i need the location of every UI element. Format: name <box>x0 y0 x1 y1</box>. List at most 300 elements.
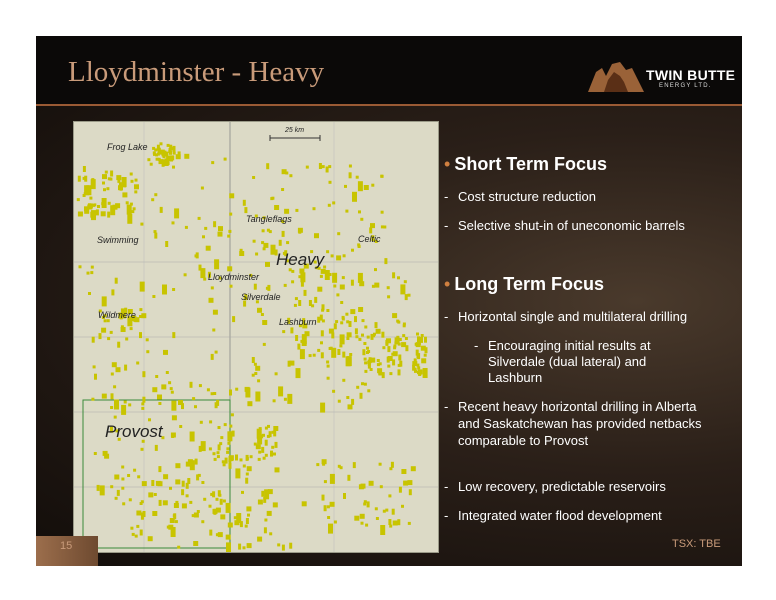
well-pad-mark <box>263 243 268 248</box>
well-pad-mark <box>190 382 193 388</box>
well-pad-mark <box>165 159 168 162</box>
well-pad-mark <box>146 338 149 341</box>
well-pad-mark <box>382 346 385 349</box>
well-pad-mark <box>416 333 419 336</box>
well-pad-mark <box>255 253 258 256</box>
well-pad-mark <box>222 460 225 463</box>
well-pad-mark <box>392 313 397 318</box>
well-pad-mark <box>162 285 167 295</box>
well-pad-mark <box>172 332 175 338</box>
well-pad-mark <box>135 179 138 182</box>
well-pad-mark <box>78 176 81 182</box>
well-pad-mark <box>331 332 334 338</box>
well-pad-mark <box>389 467 392 470</box>
well-pad-mark <box>374 283 379 288</box>
well-pad-mark <box>170 387 173 390</box>
well-pad-mark <box>133 207 136 210</box>
well-pad-mark <box>316 463 319 466</box>
well-pad-mark <box>289 543 292 549</box>
well-pad-mark <box>402 286 405 292</box>
well-pad-mark <box>131 210 134 213</box>
well-pad-mark <box>140 512 143 515</box>
well-pad-mark <box>275 467 280 472</box>
well-pad-mark <box>159 159 164 164</box>
well-pad-mark <box>122 502 125 505</box>
well-pad-mark <box>355 335 358 338</box>
well-pad-mark <box>380 485 383 488</box>
well-pad-mark <box>247 543 252 548</box>
well-pad-mark <box>141 500 144 503</box>
well-pad-mark <box>102 174 107 179</box>
well-pad-mark <box>196 252 199 258</box>
well-pad-mark <box>216 498 219 501</box>
well-pad-mark <box>417 366 420 369</box>
well-pad-mark <box>296 368 301 378</box>
well-pad-mark <box>96 209 99 215</box>
well-pad-mark <box>330 502 335 507</box>
well-pad-mark <box>254 443 257 446</box>
well-pad-mark <box>282 330 285 333</box>
well-pad-mark <box>198 474 201 477</box>
well-pad-mark <box>89 197 92 200</box>
well-pad-mark <box>377 363 380 366</box>
well-pad-mark <box>118 185 123 190</box>
well-pad-mark <box>340 334 345 344</box>
well-pad-mark <box>288 397 291 400</box>
well-pad-mark <box>349 165 352 168</box>
well-pad-mark <box>247 466 252 471</box>
well-pad-mark <box>159 500 162 506</box>
long-term-item-1: - Horizontal single and multilateral drilling <box>444 309 688 324</box>
well-pad-mark <box>257 537 262 542</box>
well-pad-mark <box>277 543 280 546</box>
well-pad-mark <box>224 423 227 426</box>
well-pad-mark <box>291 280 294 283</box>
well-pad-mark <box>90 271 93 274</box>
well-pad-mark <box>136 525 139 528</box>
well-pad-mark <box>247 514 250 517</box>
well-pad-mark <box>102 198 107 208</box>
well-pad-mark <box>282 169 287 174</box>
well-pad-mark <box>184 154 189 159</box>
well-pad-mark <box>148 418 151 421</box>
well-pad-mark <box>365 524 368 527</box>
well-pad-mark <box>403 481 408 486</box>
well-pad-mark <box>314 297 317 303</box>
well-pad-mark <box>264 321 267 324</box>
well-pad-mark <box>80 212 83 215</box>
well-pad-mark <box>130 527 133 530</box>
well-pad-mark <box>217 451 220 454</box>
well-pad-mark <box>91 398 94 401</box>
well-pad-mark <box>262 229 265 232</box>
well-pad-mark <box>246 506 251 511</box>
well-pad-mark <box>383 226 386 229</box>
well-pad-mark <box>313 207 316 210</box>
map-graphic <box>74 122 438 552</box>
well-pad-mark <box>258 458 261 461</box>
well-pad-mark <box>154 493 157 496</box>
well-pad-mark <box>399 487 402 493</box>
well-pad-mark <box>297 344 300 350</box>
well-pad-mark <box>271 245 276 255</box>
well-pad-mark <box>381 211 384 214</box>
well-pad-mark <box>171 401 176 411</box>
well-pad-mark <box>188 459 193 464</box>
well-pad-mark <box>349 353 352 356</box>
well-pad-mark <box>358 181 363 191</box>
place-wildmere: Wildmere <box>98 310 136 320</box>
well-pad-mark <box>101 328 106 333</box>
well-pad-mark <box>200 421 203 424</box>
well-pad-mark <box>370 223 375 228</box>
well-pad-mark <box>401 505 404 508</box>
well-pad-mark <box>114 416 117 419</box>
well-pad-mark <box>377 359 380 362</box>
well-pad-mark <box>232 431 235 437</box>
well-pad-mark <box>358 307 363 312</box>
well-pad-mark <box>416 342 421 347</box>
well-pad-mark <box>300 349 305 359</box>
well-pad-mark <box>167 144 170 147</box>
well-pad-mark <box>327 516 330 519</box>
well-pad-mark <box>364 383 367 386</box>
well-pad-mark <box>229 390 232 396</box>
long-term-sub-item: - Encouraging initial results at Silverdale (dual lateral) and Lashburn <box>474 338 651 385</box>
well-pad-mark <box>130 173 133 176</box>
well-pad-mark <box>352 192 357 202</box>
well-pad-mark <box>137 475 140 478</box>
well-pad-mark <box>156 481 161 486</box>
logo-tagline: ENERGY LTD. <box>659 83 712 89</box>
well-pad-mark <box>117 342 120 348</box>
well-pad-mark <box>407 480 412 485</box>
well-pad-mark <box>103 451 108 456</box>
well-pad-mark <box>125 338 128 341</box>
well-pad-mark <box>175 463 180 468</box>
well-pad-mark <box>353 462 356 468</box>
well-pad-mark <box>350 309 355 314</box>
well-pad-mark <box>346 396 349 399</box>
well-pad-mark <box>340 285 345 290</box>
well-pad-mark <box>326 361 329 364</box>
well-pad-mark <box>378 369 381 375</box>
well-pad-mark <box>342 276 345 279</box>
well-pad-mark <box>211 354 214 360</box>
well-pad-mark <box>423 371 426 374</box>
well-pad-mark <box>121 327 126 332</box>
well-pad-mark <box>126 201 129 204</box>
well-pad-mark <box>364 370 367 373</box>
well-pad-mark <box>243 546 246 549</box>
well-pad-mark <box>398 364 401 367</box>
well-pad-mark <box>174 503 179 508</box>
well-pad-mark <box>128 403 131 406</box>
well-pad-mark <box>371 184 374 187</box>
well-pad-mark <box>337 349 340 355</box>
well-pad-mark <box>142 481 147 486</box>
well-pad-mark <box>220 436 223 439</box>
well-pad-mark <box>92 337 95 343</box>
well-pad-mark <box>218 494 221 497</box>
well-pad-mark <box>370 368 373 371</box>
well-pad-mark <box>224 158 227 161</box>
well-pad-mark <box>253 240 256 243</box>
well-pad-mark <box>214 458 217 461</box>
well-pad-mark <box>275 372 278 375</box>
well-pad-mark <box>209 447 212 450</box>
well-pad-mark <box>199 446 202 452</box>
well-pad-mark <box>232 316 235 322</box>
place-lashburn: Lashburn <box>279 317 317 327</box>
well-pad-mark <box>216 533 219 536</box>
well-pad-mark <box>168 381 171 384</box>
well-pad-mark <box>117 490 120 496</box>
well-pad-mark <box>157 153 160 156</box>
logo-name: TWIN BUTTE <box>646 67 736 83</box>
well-pad-mark <box>140 530 143 536</box>
well-pad-mark <box>375 322 378 328</box>
well-pad-mark <box>282 545 285 551</box>
well-pad-mark <box>143 511 146 517</box>
well-pad-mark <box>99 333 102 339</box>
well-pad-mark <box>337 232 340 235</box>
well-pad-mark <box>255 392 260 402</box>
well-pad-mark <box>328 165 331 168</box>
well-pad-mark <box>169 151 172 154</box>
well-pad-mark <box>363 342 366 345</box>
well-pad-mark <box>227 266 232 271</box>
well-pad-mark <box>393 345 396 348</box>
well-pad-mark <box>139 308 142 311</box>
well-pad-mark <box>254 363 257 366</box>
well-pad-mark <box>343 254 346 257</box>
well-pad-mark <box>229 463 232 469</box>
well-pad-mark <box>185 226 188 229</box>
well-pad-mark <box>131 180 134 183</box>
well-pad-mark <box>165 241 168 247</box>
well-pad-mark <box>211 392 214 395</box>
well-pad-mark <box>245 388 250 398</box>
well-pad-mark <box>134 190 137 193</box>
well-pad-mark <box>142 371 145 377</box>
well-pad-mark <box>218 226 223 231</box>
well-pad-mark <box>331 254 334 257</box>
well-pad-mark <box>141 407 144 410</box>
well-pad-mark <box>329 347 332 350</box>
region-heavy: Heavy <box>276 250 325 269</box>
well-pad-mark <box>218 232 223 237</box>
well-pad-mark <box>121 487 124 490</box>
well-pad-mark <box>370 358 375 363</box>
well-pad-mark <box>107 212 110 218</box>
well-pad-mark <box>401 469 406 474</box>
well-pad-mark <box>254 284 257 290</box>
well-pad-mark <box>367 501 370 507</box>
well-pad-mark <box>358 338 361 341</box>
well-pad-mark <box>391 462 394 468</box>
well-pad-mark <box>154 193 157 196</box>
short-term-heading: • Short Term Focus <box>444 154 607 174</box>
well-pad-mark <box>266 287 269 290</box>
well-pad-mark <box>362 319 365 322</box>
well-pad-mark <box>218 426 221 429</box>
well-pad-mark <box>348 404 353 409</box>
well-pad-mark <box>254 372 257 375</box>
well-pad-mark <box>172 166 175 169</box>
well-pad-mark <box>300 340 303 343</box>
well-pad-mark <box>309 354 312 357</box>
well-pad-mark <box>234 516 237 519</box>
well-pad-mark <box>369 227 372 233</box>
well-pad-mark <box>320 341 323 344</box>
well-pad-mark <box>203 278 206 281</box>
well-pad-mark <box>236 521 239 524</box>
well-pad-mark <box>360 514 365 519</box>
well-pad-mark <box>302 501 307 506</box>
well-pad-mark <box>163 500 168 505</box>
well-pad-mark <box>107 337 110 340</box>
well-pad-mark <box>247 401 252 406</box>
well-pad-mark <box>209 298 214 303</box>
well-pad-mark <box>182 503 187 508</box>
well-pad-mark <box>194 513 199 518</box>
place-frog-lake: Frog Lake <box>107 142 148 152</box>
well-pad-mark <box>389 372 392 375</box>
well-pad-mark <box>212 329 215 332</box>
well-pad-mark <box>129 498 132 501</box>
well-pad-mark <box>281 188 284 191</box>
well-pad-mark <box>110 331 113 334</box>
well-pad-mark <box>228 435 231 441</box>
well-pad-mark <box>385 342 388 345</box>
place-swimming: Swimming <box>97 235 139 245</box>
well-pad-mark <box>294 304 297 307</box>
well-pad-mark <box>258 500 263 505</box>
well-pad-mark <box>134 184 139 189</box>
well-pad-mark <box>317 349 320 352</box>
well-pad-mark <box>349 321 352 327</box>
well-pad-mark <box>376 517 379 520</box>
well-pad-mark <box>393 521 398 526</box>
well-pad-mark <box>160 142 163 145</box>
well-pad-mark <box>265 440 268 446</box>
well-pad-mark <box>322 165 325 168</box>
well-pad-mark <box>284 284 287 287</box>
well-pad-mark <box>84 192 87 195</box>
well-pad-mark <box>366 347 369 350</box>
well-pad-mark <box>364 326 367 329</box>
well-pad-mark <box>393 351 398 356</box>
well-pad-mark <box>387 286 390 289</box>
well-pad-mark <box>321 309 324 312</box>
well-pad-mark <box>230 285 233 288</box>
well-pad-mark <box>326 250 329 253</box>
well-pad-mark <box>243 200 246 206</box>
well-pad-mark <box>420 337 423 343</box>
well-pad-mark <box>332 390 335 393</box>
well-pad-mark <box>261 447 264 453</box>
well-pad-mark <box>265 454 268 457</box>
well-pad-mark <box>317 287 322 292</box>
well-pad-mark <box>286 241 289 244</box>
long-term-item-4: - Integrated water flood development <box>444 508 662 523</box>
well-pad-mark <box>238 544 241 550</box>
well-pad-mark <box>240 521 243 527</box>
well-pad-mark <box>195 459 198 465</box>
well-pad-mark <box>141 448 144 451</box>
well-pad-mark <box>83 177 86 180</box>
well-pad-mark <box>79 265 82 268</box>
well-pad-mark <box>235 388 238 391</box>
well-pad-mark <box>115 497 118 500</box>
well-pad-mark <box>257 379 260 382</box>
well-pad-mark <box>226 451 229 454</box>
well-pad-mark <box>113 385 116 388</box>
well-pad-mark <box>181 489 184 495</box>
well-pad-mark <box>174 208 179 218</box>
well-pad-mark <box>424 337 427 343</box>
well-pad-mark <box>387 295 390 298</box>
well-pad-mark <box>163 152 168 157</box>
well-pad-mark <box>273 399 276 402</box>
well-pad-mark <box>172 415 177 420</box>
well-pad-mark <box>255 366 260 371</box>
well-pad-mark <box>418 370 421 376</box>
place-lloydminster: Lloydminster <box>208 272 260 282</box>
well-pad-mark <box>421 358 426 363</box>
well-pad-mark <box>263 457 266 460</box>
company-logo <box>586 58 736 94</box>
well-pad-mark <box>213 452 216 455</box>
well-pad-mark <box>163 350 168 355</box>
well-pad-mark <box>152 147 155 150</box>
well-pad-mark <box>228 230 231 233</box>
well-pad-mark <box>102 182 105 185</box>
well-pad-mark <box>347 332 352 337</box>
well-pad-mark <box>264 519 267 522</box>
well-pad-mark <box>110 171 113 177</box>
well-pad-mark <box>265 262 270 267</box>
well-pad-mark <box>408 522 411 525</box>
well-pad-mark <box>141 313 146 318</box>
well-pad-mark <box>223 463 226 466</box>
well-pad-mark <box>356 386 359 389</box>
well-pad-mark <box>122 192 127 197</box>
well-pad-mark <box>227 442 230 445</box>
well-pad-mark <box>354 316 357 322</box>
well-pad-mark <box>152 511 157 516</box>
well-pad-mark <box>228 523 233 528</box>
well-pad-mark <box>261 491 264 497</box>
well-pad-mark <box>97 205 100 208</box>
well-pad-mark <box>262 434 265 437</box>
well-pad-mark <box>271 446 274 449</box>
well-pad-mark <box>213 310 218 315</box>
well-pad-mark <box>132 533 135 536</box>
well-pad-mark <box>346 337 349 340</box>
well-pad-mark <box>209 530 212 536</box>
well-pad-mark <box>87 205 92 210</box>
well-pad-mark <box>295 335 298 341</box>
well-pad-mark <box>336 255 341 260</box>
well-pad-mark <box>223 500 226 503</box>
well-pad-mark <box>269 230 272 233</box>
well-pad-mark <box>102 394 107 399</box>
well-pad-mark <box>321 330 324 336</box>
well-pad-mark <box>245 525 248 528</box>
well-pad-mark <box>153 153 156 156</box>
